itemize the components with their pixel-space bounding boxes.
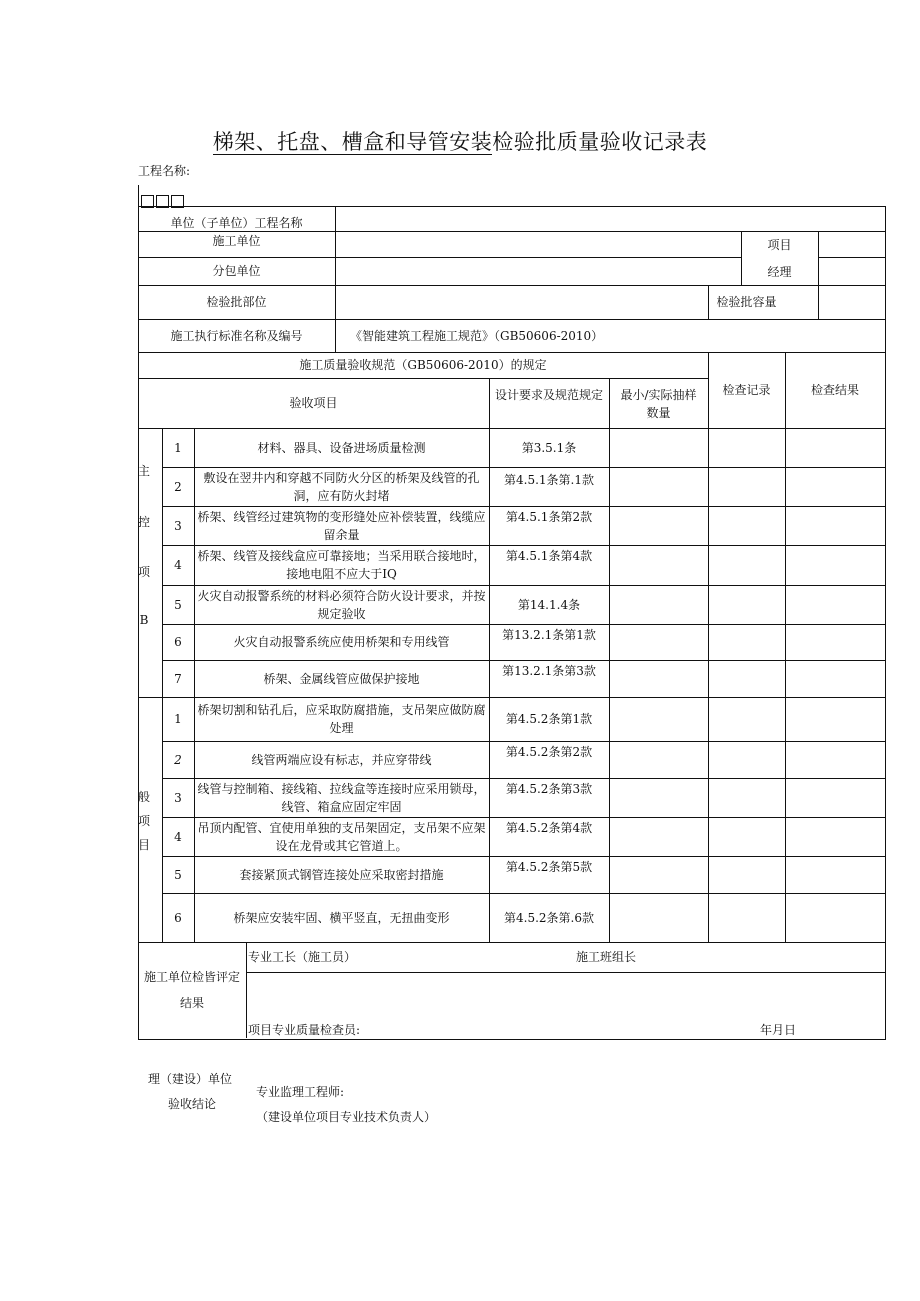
item-clause: 第4.5.1条第.1款	[504, 473, 594, 487]
item-number: 6	[174, 910, 182, 925]
item-clause: 第4.5.2条第.6款	[504, 910, 594, 925]
project-manager-label: 项目	[767, 238, 792, 252]
owner-tech-lead-label: （建设单位项目专业技术负责人）	[256, 1110, 437, 1124]
supervision-label: 理（建设）单位	[148, 1072, 233, 1086]
item-number: 4	[174, 829, 182, 844]
design-column-header: 设计要求及规范规定	[494, 388, 603, 402]
item-text: 敷设在翌井内和穿越不同防火分区的桥架及线管的孔洞，应有防火封堵	[203, 470, 480, 503]
main-group-char: 控	[137, 515, 150, 529]
item-number: 3	[174, 518, 182, 533]
item-number: 4	[174, 558, 182, 572]
result-column-header: 检查结果	[810, 383, 859, 397]
item-clause: 第4.5.2条第5款	[505, 860, 593, 874]
item-number: 6	[174, 635, 182, 649]
item-text: 火灾自动报警系统应使用桥架和专用线管	[233, 635, 450, 649]
batch-location-label: 检验批部位	[206, 295, 267, 309]
item-text: 线管与控制箱、接线箱、拉线盒等连接时应采用锁母，线管、箱盒应固定牢固	[197, 781, 486, 814]
supervisor-engineer-label: 专业监理工程师:	[256, 1085, 345, 1099]
item-number: 2	[174, 752, 182, 767]
item-text: 线管两端应设有标志，并应穿带线	[251, 752, 432, 767]
item-column-header: 验收项目	[289, 396, 338, 410]
item-number: 1	[174, 440, 182, 455]
general-group-char: 项	[137, 814, 150, 828]
item-clause: 第4.5.2条第4款	[505, 821, 593, 835]
item-text: 桥架切割和钻孔后，应采取防腐措施，支吊架应做防腐处理	[197, 703, 486, 735]
item-text: 桥架、线管经过建筑物的变形缝处应补偿装置，线缆应留余量	[197, 509, 486, 542]
project-manager-label: 经理	[767, 265, 792, 279]
unit-name-label: 单位（子单位）工程名称	[170, 216, 303, 230]
main-group-char: 主	[137, 464, 150, 478]
divider	[138, 185, 139, 207]
item-number: 7	[174, 671, 182, 686]
team-leader-label: 施工班组长	[576, 950, 637, 964]
construction-unit-label: 施工单位	[212, 234, 261, 248]
item-clause: 第13.2.1条第1款	[502, 628, 596, 642]
main-group-char: B	[139, 613, 149, 627]
inspector-label: 项目专业质量检查员:	[248, 1023, 361, 1037]
item-text: 吊顶内配管、宜使用单独的支吊架固定，支吊架不应架设在龙骨或其它管道上。	[197, 820, 486, 853]
item-text: 桥架、线管及接线盒应可靠接地；当采用联合接地时，接地电阻不应大于IQ	[197, 549, 486, 581]
item-number: 1	[174, 712, 182, 726]
standard-value: 《智能建筑工程施工规范》（GB50606-2010）	[350, 328, 604, 343]
item-clause: 第4.5.2条第2款	[505, 745, 593, 759]
item-text: 材料、器具、设备进场质量检测	[257, 440, 426, 455]
item-number: 2	[174, 479, 182, 494]
spec-header: 施工质量验收规范（GB50606-2010）的规定	[299, 358, 547, 372]
item-number: 3	[174, 790, 182, 805]
sample-column-header: 最小/实际抽样 数量	[620, 388, 697, 420]
item-text: 桥架应安装牢固、横平竖直，无扭曲变形	[233, 910, 450, 925]
main-group-char: 项	[137, 565, 150, 579]
item-text: 套接紧顶式钢管连接处应采取密封措施	[239, 867, 444, 882]
eval-label: 施工单位检皆评定 结果	[143, 970, 240, 1010]
page-title: 梯架、托盘、槽盒和导管安装检验批质量验收记录表	[212, 130, 708, 154]
item-number: 5	[174, 867, 182, 882]
standard-label: 施工执行标准名称及编号	[170, 328, 303, 343]
date-label: 年月日	[760, 1023, 797, 1037]
batch-capacity-label: 检验批容量	[716, 295, 777, 309]
project-name-label: 工程名称:	[138, 164, 191, 178]
item-clause: 第14.1.4条	[517, 597, 581, 612]
item-clause: 第4.5.2条第3款	[505, 782, 593, 796]
item-clause: 第13.2.1条第3款	[502, 664, 596, 678]
item-text: 桥架、金属线管应做保护接地	[263, 671, 420, 686]
item-text: 火灾自动报警系统的材料必须符合防火设计要求，并按规定验收	[197, 588, 486, 621]
item-number: 5	[174, 597, 182, 612]
foreman-label: 专业工长（施工员）	[248, 950, 357, 964]
record-column-header: 检查记录	[722, 383, 771, 397]
sub-unit-label: 分包单位	[212, 264, 261, 278]
general-group-char: 般	[137, 790, 150, 804]
item-clause: 第4.5.1条第4款	[505, 549, 593, 563]
item-clause: 第4.5.2条第1款	[505, 712, 593, 726]
general-group-char: 目	[137, 838, 150, 852]
item-clause: 第4.5.1条第2款	[505, 510, 593, 524]
item-clause: 第3.5.1条	[521, 440, 577, 455]
supervision-label: 验收结论	[168, 1097, 217, 1111]
